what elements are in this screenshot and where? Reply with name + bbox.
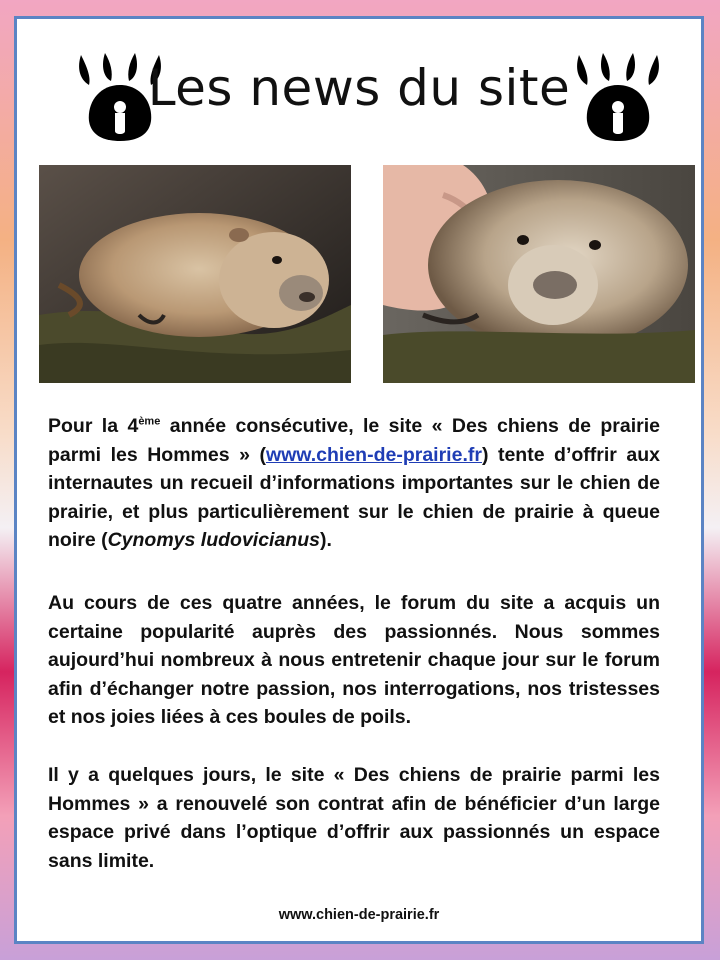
- prairie-dog-photo-1: [39, 165, 351, 383]
- header: [17, 51, 701, 151]
- page-frame: [14, 16, 704, 944]
- site-link[interactable]: www.chien-de-prairie.fr: [265, 443, 482, 466]
- paragraph-intro-text-2: année consécutive, le site « Des chiens de prairie parmi les Hommes » (: [48, 415, 660, 466]
- paragraph-intro-text-4: ).: [319, 529, 332, 552]
- paw-print-icon: [573, 51, 663, 143]
- paragraph-renewal: Il y a quelques jours, le site « Des chiens de prairie parmi les Hommes » a renouvelé son contrat afin de bénéficier d’un large espace privé dans l’optique d’offrir aux passionnés un espace sans limite.: [48, 764, 660, 872]
- paragraph-forum: Au cours de ces quatre années, le forum du site a acquis un certaine popularité auprès des passionnés. Nous sommes aujourd’hui nombreux à nous entretenir chaque jour sur le forum afin d’échanger notre passion, nos interrogations, nos tristesses et nos joies liées à ces boules de poils.: [48, 592, 660, 729]
- prairie-dog-photo-2: [383, 165, 695, 383]
- paragraph-intro: [48, 412, 660, 555]
- paragraph-intro-text-3: ) tente d’offrir aux internautes un recueil d’informations importantes sur le chien de prairie, et plus particulièrement sur le chien de prairie à queue noire (: [48, 443, 660, 552]
- ordinal-suffix: ème: [138, 415, 161, 428]
- paragraph-intro-text-1: Pour la 4: [48, 415, 139, 437]
- footer-url: www.chien-de-prairie.fr: [278, 907, 440, 923]
- species-name: Cynomys ludovicianus: [107, 529, 320, 552]
- page-title: Les news du site: [147, 59, 571, 117]
